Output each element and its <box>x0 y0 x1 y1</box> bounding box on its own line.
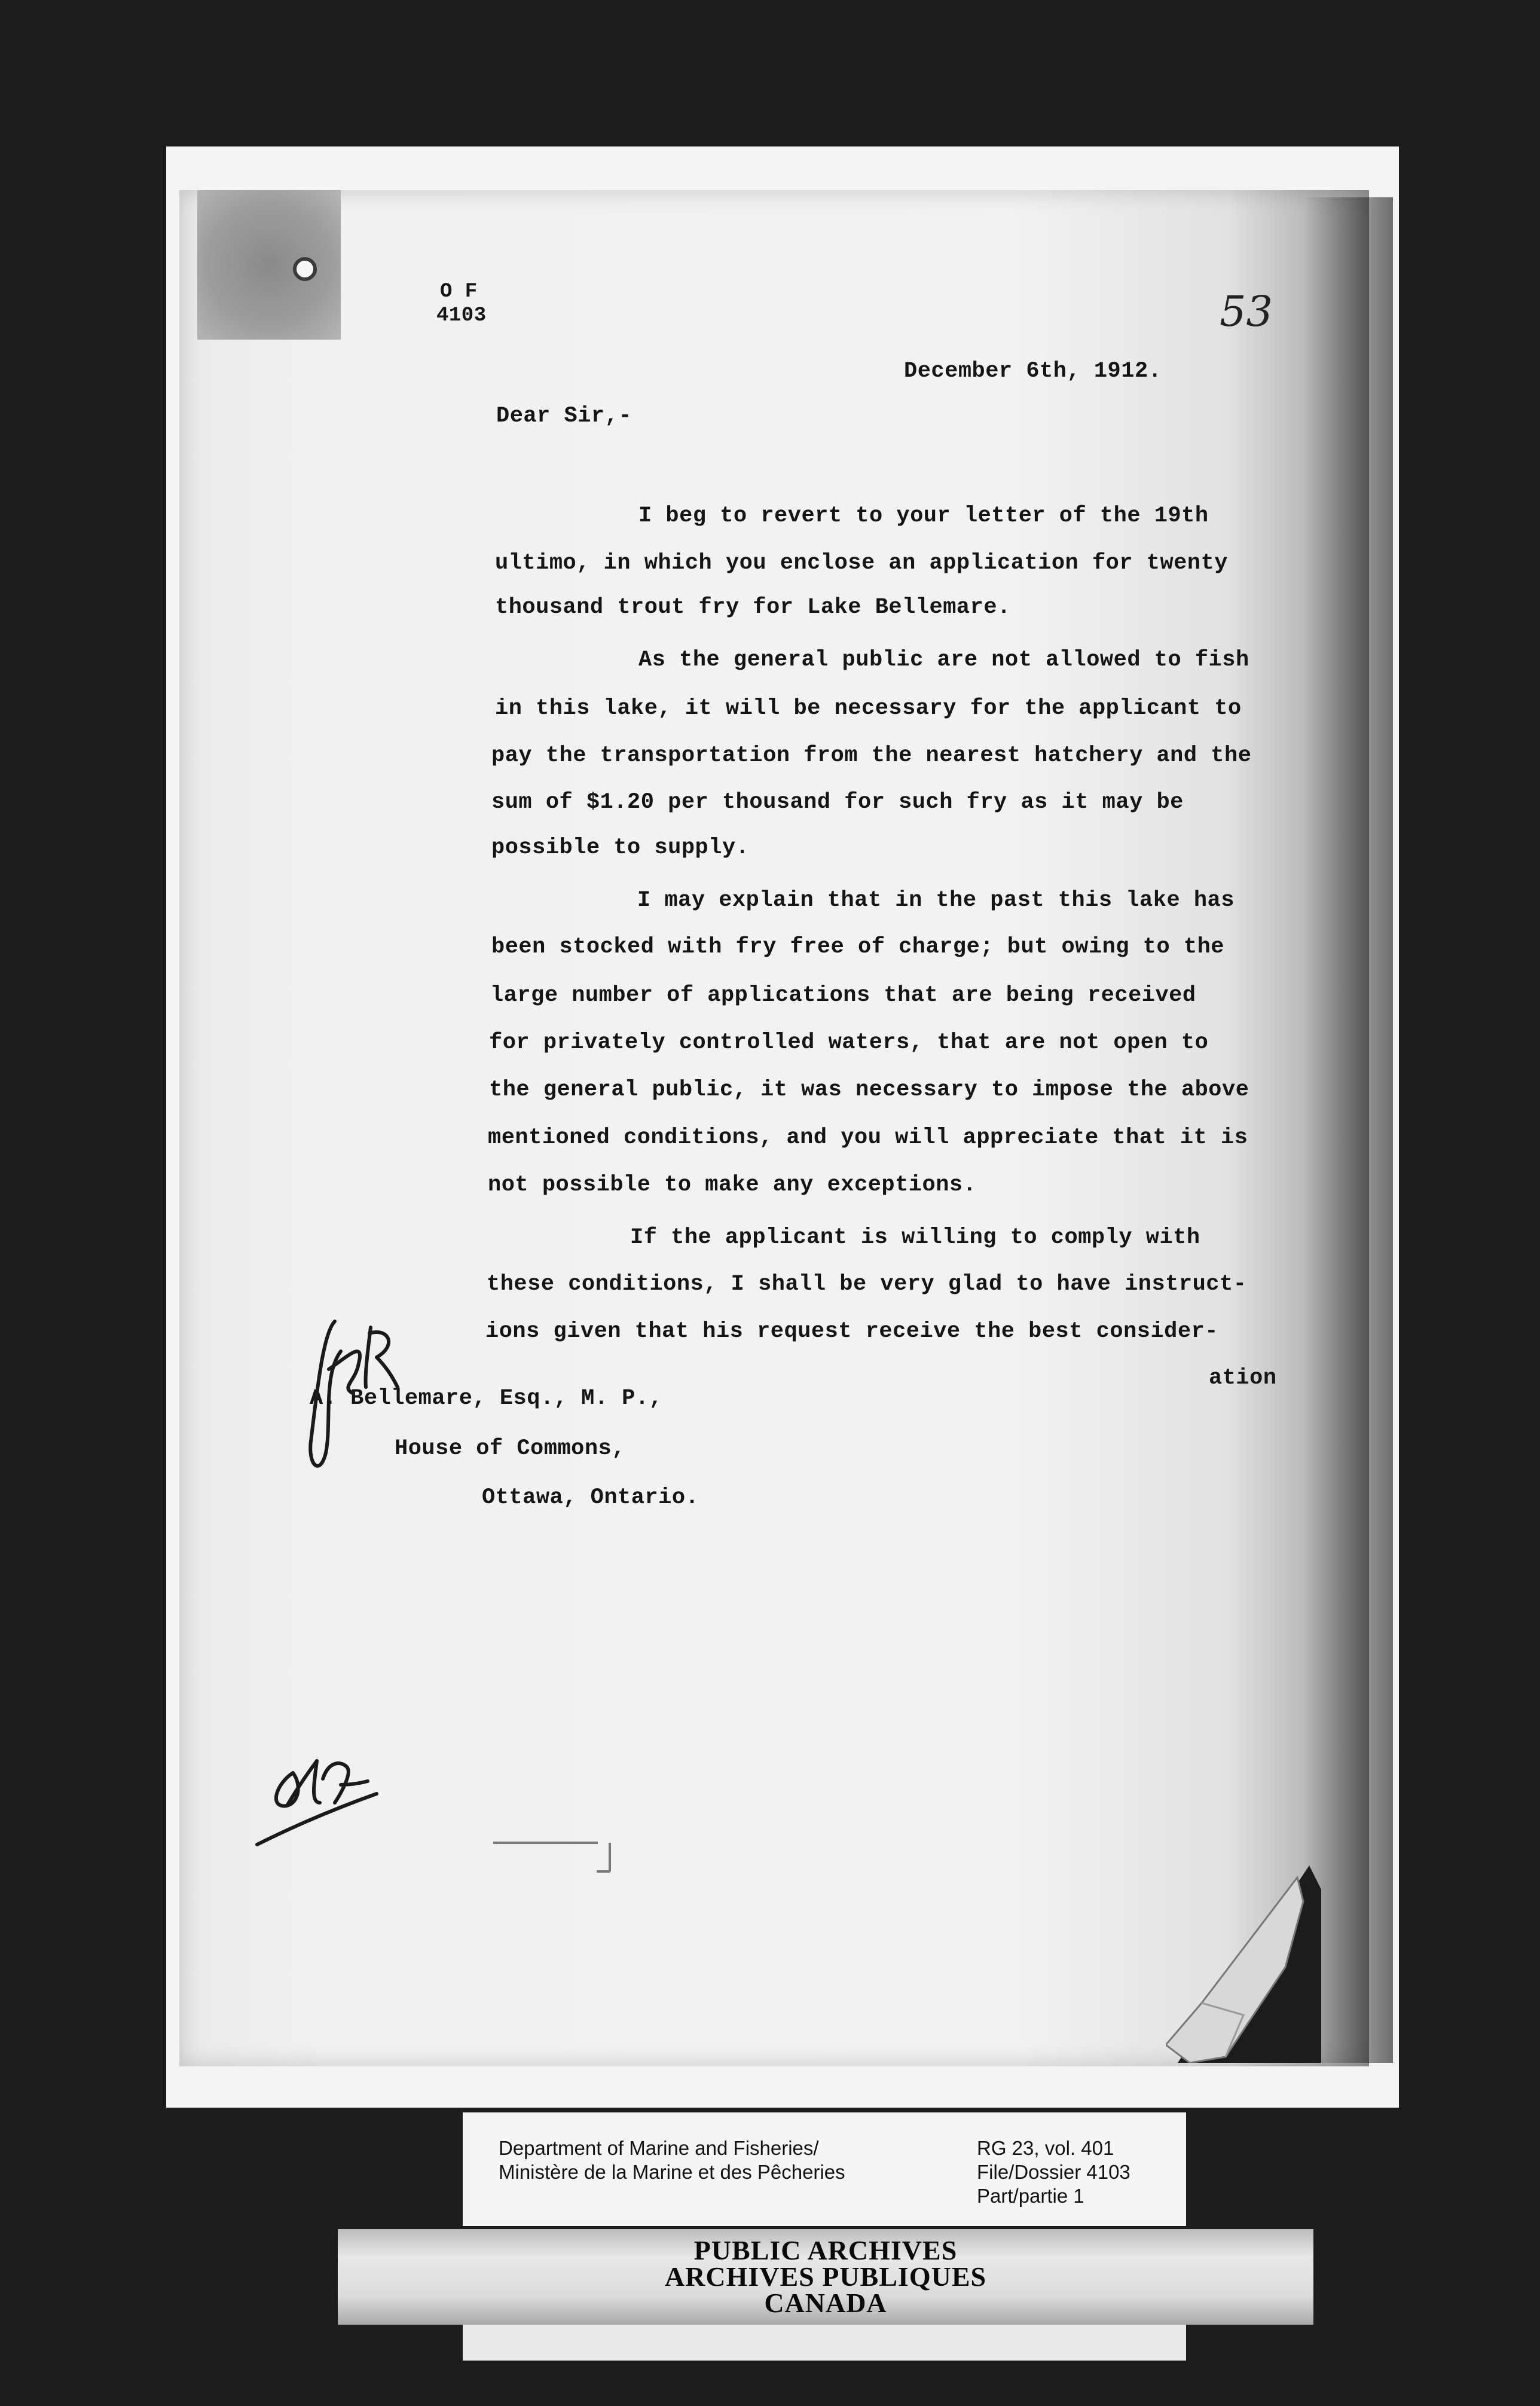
body-line: ation <box>1209 1366 1277 1391</box>
stamp-line2: ARCHIVES PUBLIQUES <box>664 2261 987 2292</box>
body-line: As the general public are not allowed to fish <box>638 648 1249 673</box>
punch-hole-icon <box>293 257 317 281</box>
addressee-line3: Ottawa, Ontario. <box>482 1485 699 1510</box>
body-line: I beg to revert to your letter of the 19th <box>638 503 1209 529</box>
body-line: thousand trout fry for Lake Bellemare. <box>495 595 1011 620</box>
caption-dept-en: Department of Marine and Fisheries/ <box>499 2137 819 2159</box>
body-line: large number of applications that are being received <box>490 983 1196 1008</box>
body-line: not possible to make any exceptions. <box>488 1173 977 1198</box>
body-line: possible to supply. <box>491 835 750 860</box>
body-line: If the applicant is willing to comply with <box>630 1225 1200 1250</box>
body-line: ions given that his request receive the best consider- <box>485 1319 1218 1344</box>
file-code-line1: O F <box>440 280 478 303</box>
body-line: sum of $1.20 per thousand for such fry as it may be <box>491 790 1184 815</box>
folio-number: 53 <box>1220 287 1273 336</box>
body-line: the general public, it was necessary to impose the above <box>489 1077 1249 1103</box>
caption-lower-strip <box>463 2325 1186 2361</box>
body-line: mentioned conditions, and you will appreciate that it is <box>488 1125 1248 1150</box>
body-line: in this lake, it will be necessary for the applicant to <box>495 696 1242 721</box>
body-line: for privately controlled waters, that are not open to <box>489 1030 1209 1055</box>
caption-file: File/Dossier 4103 <box>977 2161 1130 2183</box>
handwritten-initials-icon <box>299 1297 401 1483</box>
body-line: been stocked with fry free of charge; but owing to the <box>491 935 1224 960</box>
addressee-line2: House of Commons, <box>395 1436 625 1461</box>
stamp-line1: PUBLIC ARCHIVES <box>693 2235 958 2265</box>
caption-dept-fr: Ministère de la Marine et des Pêcheries <box>499 2161 845 2183</box>
salutation: Dear Sir,- <box>496 404 632 429</box>
body-line: pay the transportation from the nearest hatchery and the <box>491 743 1252 768</box>
archive-caption <box>463 2112 1186 2226</box>
stamp-line3: CANADA <box>764 2288 887 2318</box>
handwritten-mark-icon <box>251 1737 383 1857</box>
caption-part: Part/partie 1 <box>977 2185 1084 2207</box>
body-line: these conditions, I shall be very glad to have instruct- <box>487 1272 1247 1297</box>
body-line: ultimo, in which you enclose an application for twenty <box>495 551 1228 576</box>
body-line: I may explain that in the past this lake has <box>637 888 1235 913</box>
caption-volume: RG 23, vol. 401 <box>977 2137 1114 2159</box>
archives-stamp <box>338 2229 1313 2325</box>
faint-rule <box>490 1836 634 1877</box>
page-curl-icon <box>1166 1865 1321 2063</box>
file-code-line2: 4103 <box>436 304 487 327</box>
binding-tab <box>197 190 341 340</box>
letter-date: December 6th, 1912. <box>904 359 1162 384</box>
page-edge-shadow <box>1303 197 1393 2063</box>
addressee-name: A. Bellemare, Esq., M. P., <box>310 1386 663 1411</box>
